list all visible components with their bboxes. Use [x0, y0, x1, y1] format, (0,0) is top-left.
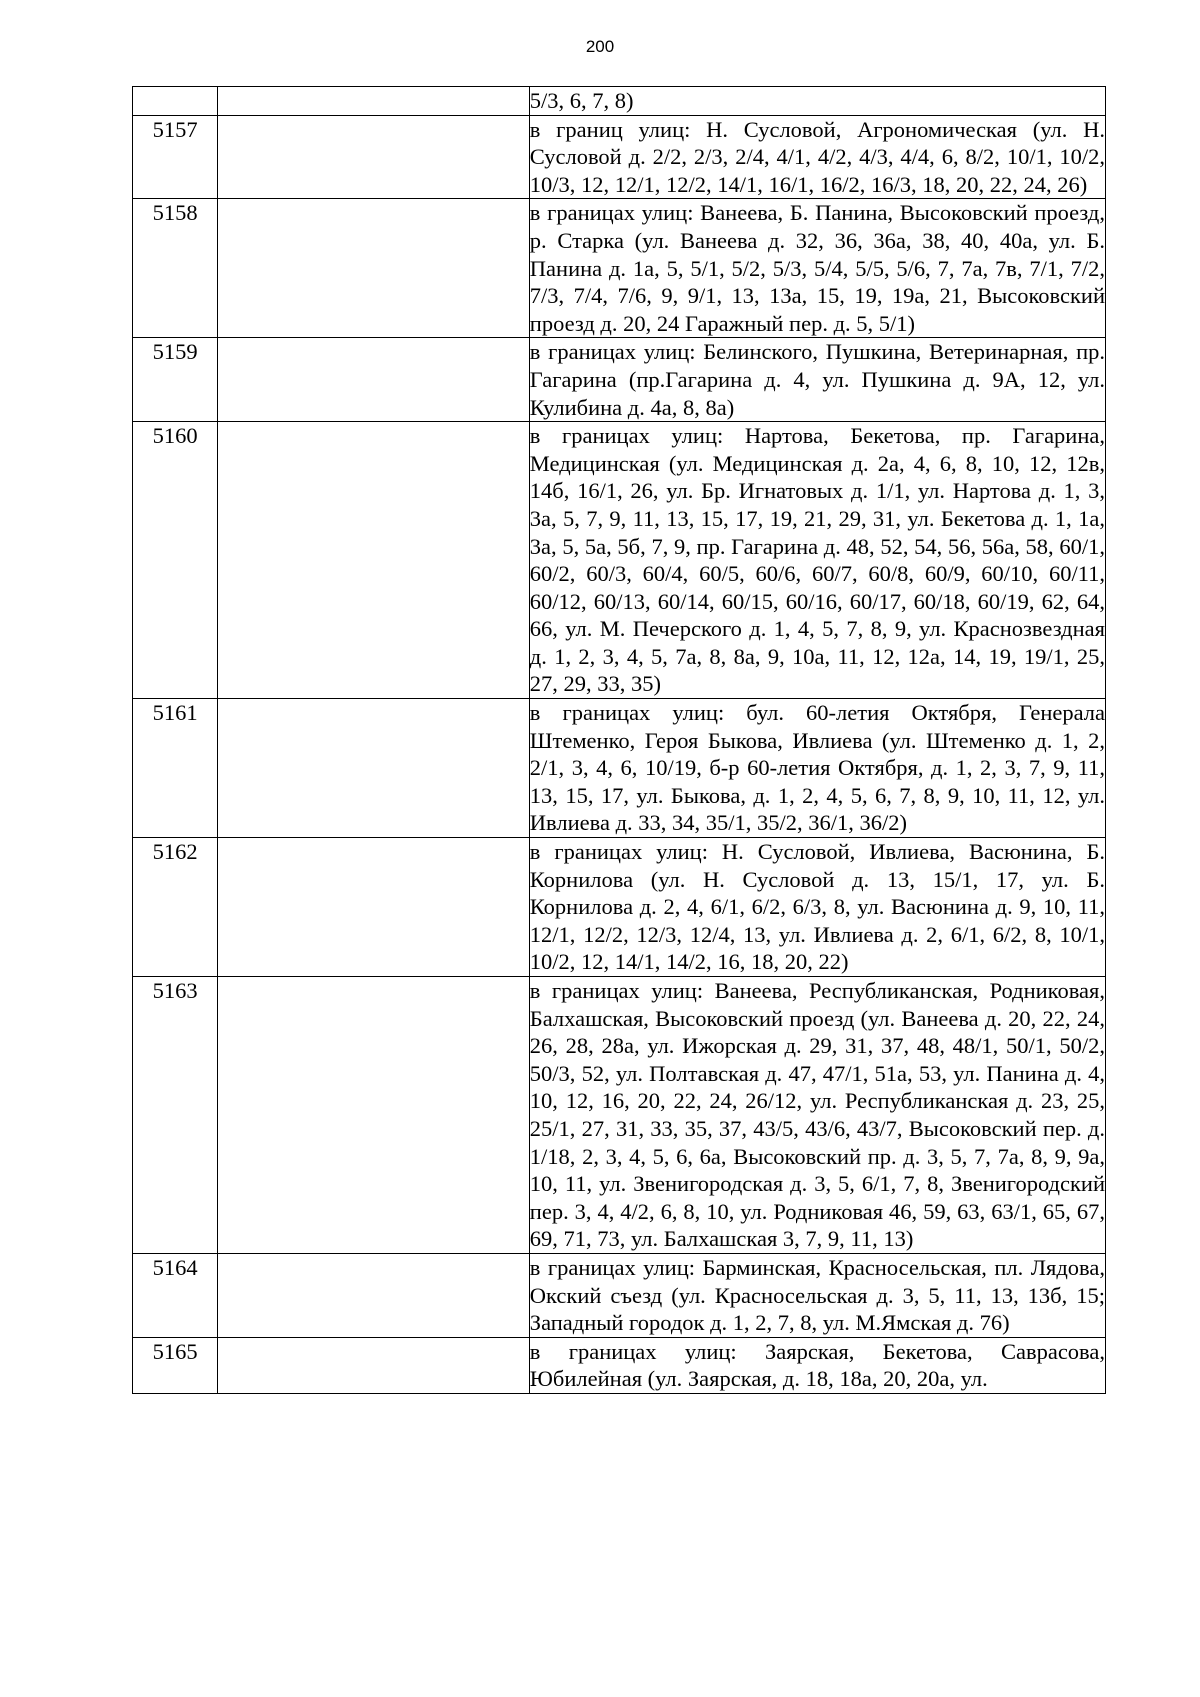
table-row: [133, 1337, 1106, 1393]
row-description-text: 5/3, 6, 7, 8): [529, 88, 634, 113]
row-number: 5165: [133, 1337, 218, 1393]
table-row: [133, 977, 1106, 1254]
row-description: [529, 422, 1105, 699]
row-middle-cell: [218, 838, 530, 977]
table-row: [133, 115, 1106, 199]
row-number: 5164: [133, 1253, 218, 1337]
row-middle-cell: [218, 115, 530, 199]
row-middle-cell: [218, 199, 530, 338]
row-description: [529, 1253, 1105, 1337]
row-description-text: в границ улиц: Н. Сусловой, Агрономическая (ул. Н. Сусловой д. 2/2, 2/3, 2/4, 4/1, 4/2, 4/3, 4/4, 6, 8/2, 10/1, 10/2, 10/3, 12, 12/1, 12/2, 14/1, 16/1, 16/2, 16/3, 18, 20, 22, 24, 26): [529, 116, 1105, 197]
row-description-text: в границах улиц: Белинского, Пушкина, Ветеринарная, пр. Гагарина (пр.Гагарина д. 4, ул. Пушкина д. 9А, 12, ул. Кулибина д. 4а, 8, 8а): [529, 339, 1105, 420]
row-middle-cell: [218, 1253, 530, 1337]
row-description-text: в границах улиц: Ванеева, Б. Панина, Высоковский проезд, р. Старка (ул. Ванеева д. 32, 36, 36а, 38, 40, 40а, ул. Б. Панина д. 1а, 5, 5/1, 5/2, 5/3, 5/4, 5/5, 5/6, 7, 7а, 7в, 7/1, 7/2, 7/3, 7/4, 7/6, 9, 9/1, 13, 13а, 15, 19, 19а, 21, Высоковский проезд д. 20, 24 Гаражный пер. д. 5, 5/1): [529, 200, 1105, 336]
row-number: 5159: [133, 338, 218, 422]
table-row: [133, 199, 1106, 338]
row-middle-cell: [218, 422, 530, 699]
row-middle-cell: [218, 87, 530, 116]
address-table: [132, 86, 1106, 1394]
row-description: [529, 87, 1105, 116]
row-number: 5161: [133, 699, 218, 838]
row-middle-cell: [218, 699, 530, 838]
row-description: [529, 699, 1105, 838]
row-middle-cell: [218, 338, 530, 422]
row-number: 5157: [133, 115, 218, 199]
page-number: 200: [585, 37, 615, 56]
row-number: 5162: [133, 838, 218, 977]
row-description: [529, 338, 1105, 422]
row-description-text: в границах улиц: Ванеева, Республиканская, Родниковая, Балхашская, Высоковский проезд (ул. Ванеева д. 20, 22, 24, 26, 28, 28а, ул. Ижорская д. 29, 31, 37, 48, 48/1, 50/1, 50/2, 50/3, 52, ул. Полтавская д. 47, 47/1, 51а, 53, ул. Панина д. 4, 10, 12, 16, 20, 22, 24, 26/12, ул. Республиканская д. 23, 25, 25/1, 27, 31, 33, 35, 37, 43/5, 43/6, 43/7, Высоковский пер. д. 1/18, 2, 3, 4, 5, 6, 6а, Высоковский пр. д. 3, 5, 7, 7а, 8, 9, 9а, 10, 11, ул. Звенигородская д. 3, 5, 6/1, 7, 8, Звенигородский пер. 3, 4, 4/2, 6, 8, 10, ул. Родниковая 46, 59, 63, 63/1, 65, 67, 69, 71, 73, ул. Балхашская 3, 7, 9, 11, 13): [529, 978, 1105, 1252]
row-number: 5163: [133, 977, 218, 1254]
table-row: [133, 838, 1106, 977]
row-description: [529, 1337, 1105, 1393]
row-description-text: в границах улиц: Нартова, Бекетова, пр. Гагарина, Медицинская (ул. Медицинская д. 2а, 4, 6, 8, 10, 12, 12в, 14б, 16/1, 26, ул. Бр. Игнатовых д. 1/1, ул. Нартова д. 1, 3, 3а, 5, 7, 9, 11, 13, 15, 17, 19, 21, 29, 31, ул. Бекетова д. 1, 1а, 3а, 5, 5а, 5б, 7, 9, пр. Гагарина д. 48, 52, 54, 56, 56а, 58, 60/1, 60/2, 60/3, 60/4, 60/5, 60/6, 60/7, 60/8, 60/9, 60/10, 60/11, 60/12, 60/13, 60/14, 60/15, 60/16, 60/17, 60/18, 60/19, 62, 64, 66, ул. М. Печерского д. 1, 4, 5, 7, 8, 9, ул. Краснозвездная д. 1, 2, 3, 4, 5, 7а, 8, 8а, 9, 10а, 11, 12, 12а, 14, 19, 19/1, 25, 27, 29, 33, 35): [529, 423, 1105, 697]
row-description-text: в границах улиц: Н. Сусловой, Ивлиева, Васюнина, Б. Корнилова (ул. Н. Сусловой д. 13, 15/1, 17, ул. Б. Корнилова д. 2, 4, 6/1, 6/2, 6/3, 8, ул. Васюнина д. 9, 10, 11, 12/1, 12/2, 12/3, 12/4, 13, ул. Ивлиева д. 2, 6/1, 6/2, 8, 10/1, 10/2, 12, 14/1, 14/2, 16, 18, 20, 22): [529, 839, 1105, 975]
row-description: [529, 199, 1105, 338]
table-row: [133, 338, 1106, 422]
row-description-text: в границах улиц: бул. 60-летия Октября, Генерала Штеменко, Героя Быкова, Ивлиева (ул. Штеменко д. 1, 2, 2/1, 3, 4, 6, 10/19, б-р 60-летия Октября, д. 1, 2, 3, 7, 9, 11, 13, 15, 17, ул. Быкова, д. 1, 2, 4, 5, 6, 7, 8, 9, 10, 11, 12, ул. Ивлиева д. 33, 34, 35/1, 35/2, 36/1, 36/2): [529, 700, 1105, 836]
table-row: [133, 699, 1106, 838]
row-number: [133, 87, 218, 116]
table-row: [133, 422, 1106, 699]
row-number: 5160: [133, 422, 218, 699]
row-description-text: в границах улиц: Барминская, Красносельская, пл. Лядова, Окский съезд (ул. Красносельская д. 3, 5, 11, 13, 13б, 15; Западный городок д. 1, 2, 7, 8, ул. М.Ямская д. 76): [529, 1254, 1105, 1336]
row-description: [529, 838, 1105, 977]
row-description: [529, 115, 1105, 199]
row-middle-cell: [218, 977, 530, 1254]
table-row: [133, 87, 1106, 116]
table-row: [133, 1253, 1106, 1337]
row-middle-cell: [218, 1337, 530, 1393]
row-description-text: в границах улиц: Заярская, Бекетова, Саврасова, Юбилейная (ул. Заярская, д. 18, 18а, 20, 20а, ул.: [529, 1338, 1105, 1392]
row-description: [529, 977, 1105, 1254]
row-number: 5158: [133, 199, 218, 338]
